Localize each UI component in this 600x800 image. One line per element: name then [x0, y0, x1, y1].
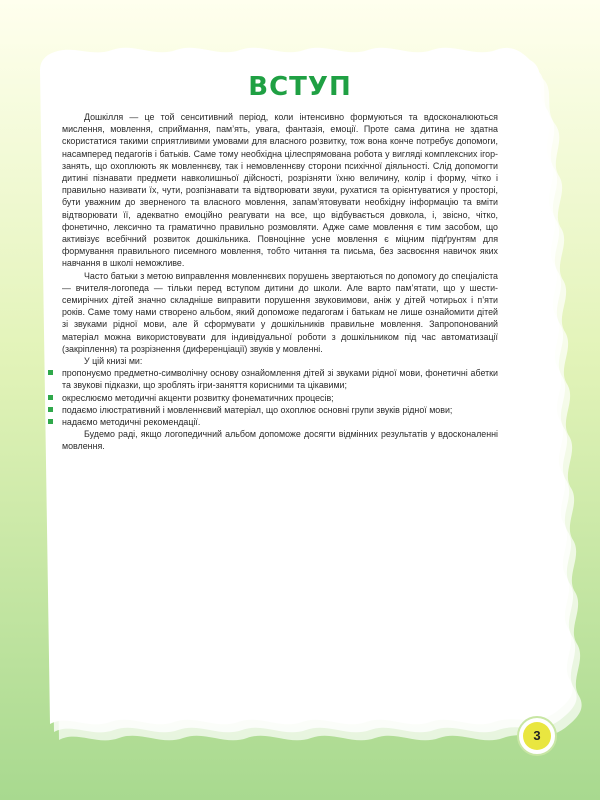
page-title: ВСТУП — [248, 72, 352, 102]
body-text — [62, 111, 498, 453]
list-intro: У цій книзі ми: — [84, 356, 143, 367]
closing-paragraph: Будемо раді, якщо логопедичний альбом допоможе досягти відмінних результатів у вдосконаленні мовлення. — [62, 429, 498, 452]
page-number: 3 — [533, 728, 541, 743]
feature-list — [62, 367, 498, 428]
bullet-square-icon — [48, 395, 53, 400]
paragraph: Дошкілля — це той сенситивний період, коли інтенсивно формуються та вдосконалюються мислення, мовлення, сприймання, пам’ять, увага, фантазія, емоції. Проте сама дитина не здатна скористатися такими сприятливими умовами для власного розвитку, тож вона конче потребує допомоги, насамперед педагогів і батьків. Саме тому необхідна цілеспрямована робота у вигляді комплексних ігор-занять, що охоплюють як мовленнєву, так і немовленнєву сторони психічної діяльності. Слід допомогти дитині пізнавати предмети навколишньої дійсності, розрізняти їхню величину, колір і форму, чітко і правильно називати їх, чути, розпізнавати та відтворювати звуки, рухатися та орієнтуватися у просторі, бути уважним до зверненого та власного мовлення, запам’ятовувати необхідну інформацію та вміти відтворювати її, адекватно емоційно реагувати на все, що відбувається довкола, і, звісно, чітко, фонетично, лексично та граматично правильно розмовляти. Адже саме мовлення є тим засобом, що активізує всебічний розвиток дошкільника. Повноцінне усне мовлення є міцним підґрунтям для формування правильного писемного мовлення, тобто читання та письма, без засвоєння навичок яких навчання в школі неможливе. — [62, 112, 498, 269]
list-item: пропонуємо предметно-символічну основу ознайомлення дітей зі звуками рідної мови, фонетичні абетки та звукові підказки, що зроблять ігри-заняття корисними та цікавими; — [62, 367, 498, 391]
bullet-square-icon — [48, 419, 53, 424]
list-item: надаємо методичні рекомендації. — [62, 416, 498, 428]
paragraph: Часто батьки з метою виправлення мовленнєвих порушень звертаються по допомогу до спеціаліста — вчителя-логопеда — тільки перед вступом дитини до школи. Але варто пам’ятати, що у шести-семирічних дітей значно складніше виправити порушення звуковимови, аніж у дітей чотирьох і п’яти років. Саме тому нами створено альбом, який допоможе педагогам і батькам не лише ознайомити дітей зі звуками рідної мови, але й сформувати у дошкільників правильне мовлення. Запропонований матеріал можна використовувати для індивідуальної роботи з дошкільником під час автоматизації (закріплення) та розрізнення (диференціації) звуків у мовленні. — [62, 270, 498, 354]
bullet-square-icon — [48, 370, 53, 375]
bullet-square-icon — [48, 407, 53, 412]
list-item: окреслюємо методичні акценти розвитку фонематичних процесів; — [62, 392, 498, 404]
list-item: подаємо ілюстративний і мовленнєвий матеріал, що охоплює основні групи звуків рідної мови; — [62, 404, 498, 416]
